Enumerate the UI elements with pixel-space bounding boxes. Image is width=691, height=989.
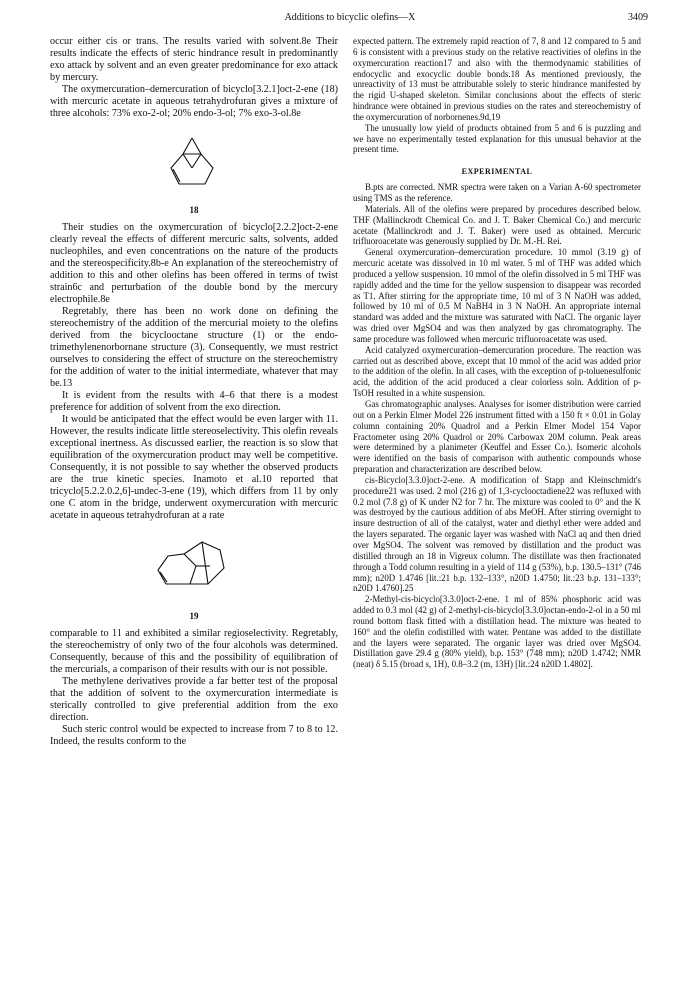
paragraph: Acid catalyzed oxymercuration–demercuration procedure. The reaction was carried out as described above, except that 10 mmol of the acid was added prior to the addition of the olefin. In all cases, with the exception of p-toluenesulfonic acid, the addition of the acid produced a clear colorless soln. Addition of p-TsOH resulted in a white suspension. <box>353 344 641 399</box>
structure-19-label: 19 <box>189 611 199 621</box>
paragraph: The oxymercuration–demercuration of bicyclo[3.2.1]oct-2-ene (18) with mercuric acetate in aqueous tetrahydrofuran gives a mixture of three alcohols: 73% exo-2-ol; 20% endo-3-ol; 7% exo-3-ol.8e <box>50 84 338 119</box>
paragraph: occur either cis or trans. The results varied with solvent.8e Their results indicate the effects of steric hindrance result in predominantly exo attack by solvent and an even greater predominance for exo attack by mercury. <box>50 36 338 83</box>
structure-19-drawing <box>144 526 244 608</box>
paragraph: Materials. All of the olefins were prepared by procedures described below. THF (Mallinckrodt Chemical Co. and J. T. Baker Chemical Co.) and mercuric acetate (Mallinckrodt and J. T. Baker) were used as obtained. Mercuric trifluoroacetate was generously supplied by Dr. M.-H. Rei. <box>353 203 641 247</box>
paragraph: cis-Bicyclo[3.3.0]oct-2-ene. A modification of Stapp and Kleinschmidt's procedure21 was used. 2 mol (216 g) of 1,3-cyclooctadiene22 was refluxed with 0.2 mol (7.8 g) of K under N2 for 7 hr. The mixture was cooled to 0° and the K was destroyed by the cautious addition of abs MeOH. After stirring overnight to insure destruction of all of the catalyst, water and diethyl ether were added and the layers separated. The organic layer was washed with NaCl aq and then dried over MgSO4. The solvent was removed by distillation and the product was distilled through an 18 in Vigreux column. The distillate was then fractionated through a Todd column resulting in a yield of 114 g (53%), b.p. 130.5–131° (746 mm); n20D 1.4746 [lit.:21 b.p. 132–133°, n20D 1.4750; lit.:23 b.p. 131–133°; n20D 1.4760].25 <box>353 474 641 594</box>
structure-18-label: 18 <box>189 205 199 215</box>
paragraph: expected pattern. The extremely rapid reaction of 7, 8 and 12 compared to 5 and 6 is consistent with a previous study on the relative reactivities of olefins in the oxymercuration reaction17 and also with the thermodynamic stabilities of endocyclic and exocyclic double bonds.18 As mentioned previously, the unreactivity of 13 must be attributable solely to steric hindrance manifested by the rigid U-shaped skeleton. Similar conclusions about the effects of steric hindrance were obtained in previous studies on the rates and stereochemistry of the oxymercuration of norbornenes.9d,19 <box>353 36 641 122</box>
section-heading: EXPERIMENTAL <box>461 167 533 177</box>
paragraph: General oxymercuration–demercuration procedure. 10 mmol (3.19 g) of mercuric acetate was dissolved in 10 ml water. 5 ml of THF was added which produced a yellow suspension. 10 mmol of the olefin dissolved in 5 ml THF was rapidly added and the time for the yellow suspension to disappear was recorded as T1. After stirring for the appropriate time, 10 ml of 3 N NaOH was added, followed by 10 ml of 0.5 M NaBH4 in 3 N NaOH. An appropriate internal standard was added and the mixture was saturated with NaCl. The organic layer was dried over MgSO4 and was then analyzed by gas chromatography. The same procedure was followed when mercuric trifluoroacetate was used. <box>353 247 641 344</box>
structure-18-drawing <box>149 124 239 202</box>
paragraph: It would be anticipated that the effect would be even larger with 11. However, the results indicate little stereoselectivity. This olefin reveals exceptional inertness. As discussed earlier, the reaction is so slow that equilibration of the oxymercuration product may well be competitive. Consequently, it is not possible to say whether the observed products are the true kinetic species. Inamoto et al.10 reported that tricyclo[5.2.2.0.2,6]-undec-3-ene (19), which differs from 11 by only one C atom in the bridge, underwent oxymercuration with mercuric acetate in aqueous tetrahydrofuran at a rate <box>50 414 338 521</box>
left-column <box>50 36 338 748</box>
page-number: 3409 <box>628 12 648 23</box>
paragraph: Gas chromatographic analyses. Analyses for isomer distribution were carried out on a Perkin Elmer Model 226 instrument fitted with a 150 ft × 0.01 in Golay column containing 20% Quadrol and a Perkin Elmer Model 154 Vapor Fractometer using 20% Quadrol or 20% Carbowax 20M column. Peak areas were determined by a planimeter (Keuffel and Esser Co.). Isomeric alcohols were identified on the basis of comparison with authentic compounds whose preparation and characterization are described below. <box>353 399 641 475</box>
paragraph: Regretably, there has been no work done on defining the stereochemistry of the addition of the mercurial moiety to the olefins derived from the bicyclooctane structure (1) or the endo-trimethylenenorbornane structure (3). Consequently, we must restrict ourselves to considering the effect of structure on the stereochemistry for the addition of water to the initial intermediate, whatever that may be.13 <box>50 306 338 389</box>
paragraph: Such steric control would be expected to increase from 7 to 8 to 12. Indeed, the results conform to the <box>50 724 338 747</box>
paragraph: It is evident from the results with 4–6 that there is a modest preference for addition of solvent from the exo direction. <box>50 390 338 413</box>
paragraph: 2-Methyl-cis-bicyclo[3.3.0]oct-2-ene. 1 ml of 85% phosphoric acid was added to 0.3 mol (42 g) of 2-methyl-cis-bicyclo[3.3.0]octan-endo-2-ol in a 50 ml round bottom flask fitted with a distillation head. The mixture was heated to 160° and the olefin codistilled with water. Pentane was added to the distillate and the layers were separated. The organic layer was dried over MgSO4. Distillation gave 29.4 g (80% yield), b.p. 153° (748 mm); n20D 1.4742; NMR (neat) δ 5.15 (broad s, 1H), 0.8–3.2 (m, 13H) [lit.:24 n20D 1.4802]. <box>353 594 641 670</box>
running-title: Additions to bicyclic olefins—X <box>284 12 416 23</box>
running-header <box>52 12 648 26</box>
paragraph: comparable to 11 and exhibited a similar regioselectivity. Regretably, the stereochemistry of only two of the four alcohols was determined. Consequently, because of this and the possibility of equilibration of the mercurials, a comparison of their results with our is not possible. <box>50 628 338 675</box>
paragraph: The methylene derivatives provide a far better test of the proposal that the addition of solvent to the oxymercuration intermediate is sterically controlled to give preferential addition from the exo direction. <box>50 676 338 723</box>
paragraph: The unusually low yield of products obtained from 5 and 6 is puzzling and we have no experimentally tested explanation for this unusual behavior at the present time. <box>353 122 641 155</box>
right-column <box>353 36 641 670</box>
paragraph: B.pts are corrected. NMR spectra were taken on a Varian A-60 spectrometer using TMS as the reference. <box>353 182 641 203</box>
paragraph: Their studies on the oxymercuration of bicyclo[2.2.2]oct-2-ene clearly reveal the effects of different mercuric salts, solvents, added nucleophiles, and even concentrations on the nature of the products and the stereospecificity.8b-e An explanation of the stereochemistry of addition to this and other olefins has been offered in terms of twist strain6c and perturbation of the double bond by the mercury electrophile.8e <box>50 222 338 305</box>
